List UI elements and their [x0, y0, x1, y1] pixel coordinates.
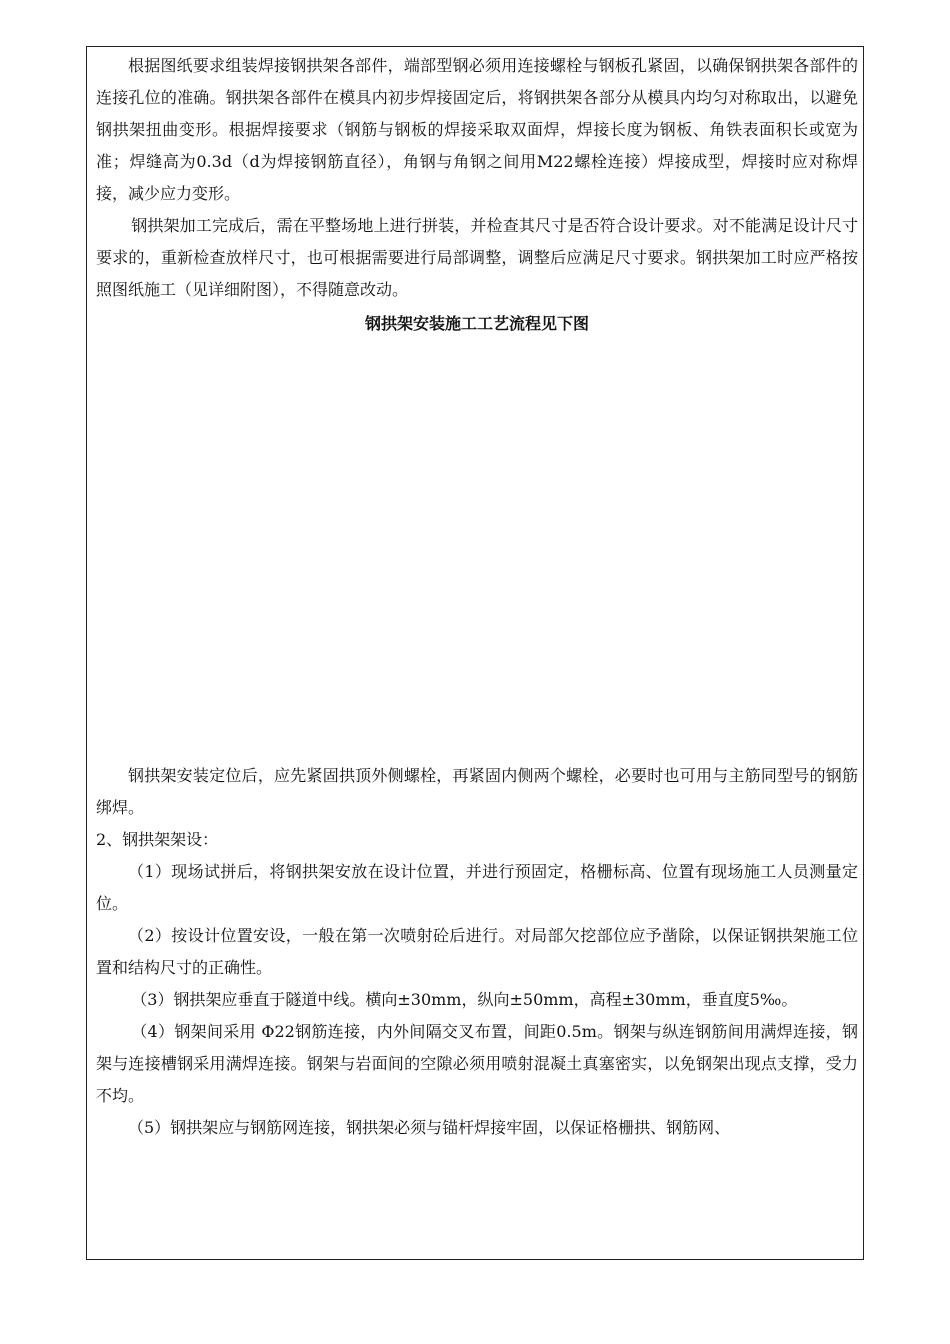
document-body [96, 50, 858, 1144]
figure-title: 钢拱架安装施工工艺流程见下图 [364, 314, 589, 333]
paragraph-welding: 根据图纸要求组装焊接钢拱架各部件，端部型钢必须用连接螺栓与钢板孔紧固，以确保钢拱架各部件的连接孔位的准确。钢拱架各部件在模具内初步焊接固定后，将钢拱架各部分从模具内均匀对称取出，以避免钢拱架扭曲变形。根据焊接要求（钢筋与钢板的焊接采取双面焊，焊接长度为钢板、角铁表面积长或宽为准；焊缝高为0.3d（d为焊接钢筋直径），角钢与角钢之间用M22螺栓连接）焊接成型，焊接时应对称焊接，减少应力变形。 [96, 56, 858, 203]
flowchart-placeholder [96, 340, 858, 760]
section-title: 2、钢拱架架设： [96, 830, 219, 849]
paragraph-assembly: 钢拱架加工完成后，需在平整场地上进行拼装，并检查其尺寸是否符合设计要求。对不能满足设计尺寸要求的，重新检查放样尺寸，也可根据需要进行局部调整，调整后应满足尺寸要求。钢拱架加工时应严格按照图纸施工（见详细附图），不得随意改动。 [96, 216, 858, 299]
list-item: （3）钢拱架应垂直于隧道中线。横向±30mm，纵向±50mm，高程±30mm，垂直度5‰。 [131, 990, 798, 1009]
list-item: （5）钢拱架应与钢筋网连接，钢拱架必须与锚杆焊接牢固，以保证格栅拱、钢筋网、 [128, 1118, 731, 1137]
paragraph-positioning: 钢拱架安装定位后，应先紧固拱顶外侧螺栓，再紧固内侧两个螺栓，必要时也可用与主筋同型号的钢筋绑焊。 [96, 766, 858, 817]
list-item: （1）现场试拼后，将钢拱架安放在设计位置，并进行预固定，格栅标高、位置有现场施工人员测量定位。 [96, 862, 858, 913]
list-item: （2）按设计位置安设，一般在第一次喷射砼后进行。对局部欠挖部位应予凿除，以保证钢拱架施工位置和结构尺寸的正确性。 [96, 926, 858, 977]
list-item: （4）钢架间采用 Φ22钢筋连接，内外间隔交叉布置，间距0.5m。钢架与纵连钢筋间用满焊连接，钢架与连接槽钢采用满焊连接。钢架与岩面间的空隙必须用喷射混凝土真塞密实，以免钢架出现点支撑，受力不均。 [96, 1022, 858, 1105]
